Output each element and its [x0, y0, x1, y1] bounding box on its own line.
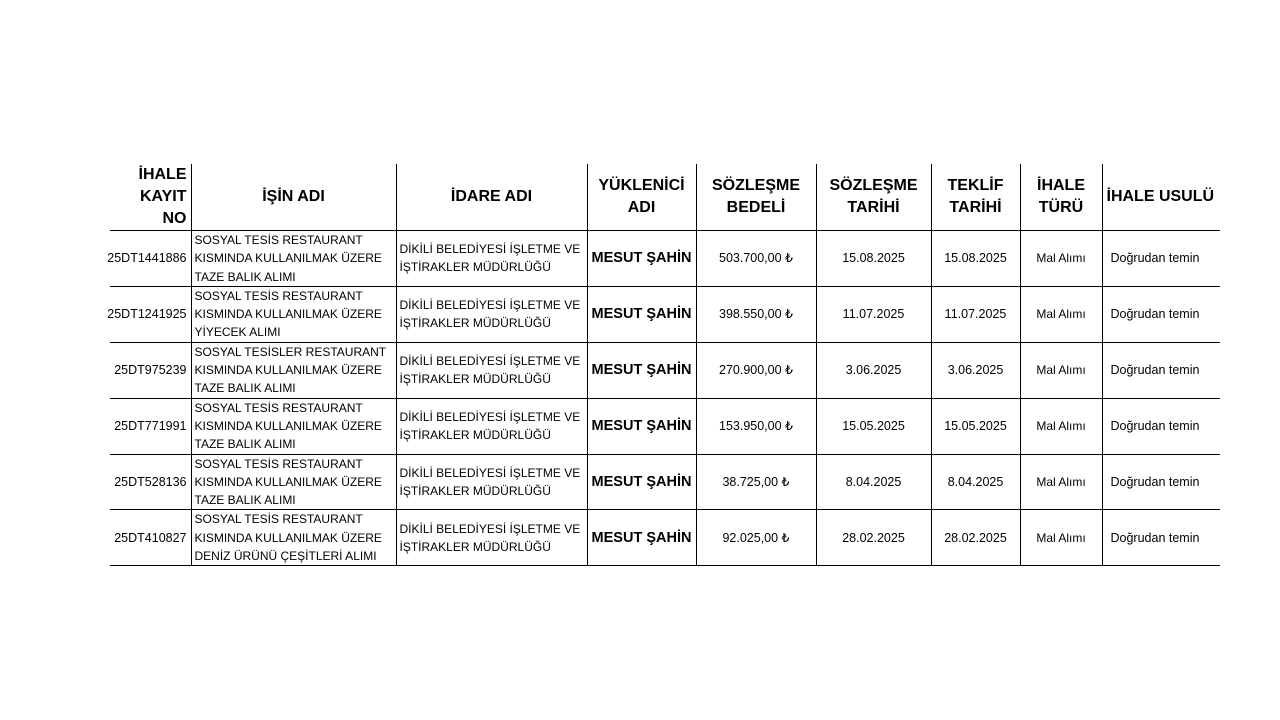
cell-ihale-usulu	[1102, 510, 1220, 566]
isin-adi-line: KISMINDA KULLANILMAK ÜZERE	[194, 474, 382, 489]
cell-sozlesme-tarihi	[816, 510, 931, 566]
ihale-kayit-no: 25DT528136	[114, 475, 187, 489]
yuklenici-adi: MESUT ŞAHİN	[591, 529, 692, 546]
idare-adi-line: DİKİLİ BELEDİYESİ İŞLETME VE	[399, 298, 581, 313]
cell-sozlesme-bedeli	[696, 342, 816, 398]
header-teklif-line2: TARİHİ	[949, 199, 1002, 216]
idare-adi-line: DİKİLİ BELEDİYESİ İŞLETME VE	[399, 410, 581, 425]
sozlesme-bedeli: 398.550,00 ₺	[719, 307, 793, 322]
ihale-usulu: Doğrudan temin	[1110, 307, 1200, 322]
ihale-turu: Mal Alımı	[1036, 419, 1086, 434]
isin-adi-line: SOSYAL TESİS RESTAURANT	[194, 400, 363, 415]
ihale-turu: Mal Alımı	[1036, 363, 1086, 378]
ihale-turu: Mal Alımı	[1036, 530, 1086, 545]
cell-ihale-kayit-no	[107, 231, 191, 287]
header-sozlesme-tarihi	[816, 164, 931, 231]
tender-table	[107, 164, 1220, 566]
cell-ihale-turu	[1020, 286, 1102, 342]
ihale-usulu: Doğrudan temin	[1110, 475, 1200, 489]
cell-ihale-kayit-no	[110, 342, 191, 398]
sozlesme-tarihi: 28.02.2025	[842, 530, 905, 545]
cell-isin-adi	[191, 398, 396, 454]
header-yuklenici-line1: YÜKLENİCİ	[598, 177, 685, 194]
teklif-tarihi: 11.07.2025	[944, 307, 1007, 322]
cell-sozlesme-bedeli	[696, 398, 816, 454]
sozlesme-tarihi: 8.04.2025	[845, 475, 902, 489]
header-teklif-tarihi	[931, 164, 1020, 231]
isin-adi-line: TAZE BALIK ALIMI	[194, 493, 296, 508]
isin-adi-line: YİYECEK ALIMI	[194, 325, 281, 340]
ihale-usulu: Doğrudan temin	[1110, 363, 1200, 378]
cell-sozlesme-bedeli	[696, 454, 816, 510]
ihale-turu: Mal Alımı	[1036, 475, 1086, 489]
ihale-kayit-no: 25DT1241925	[107, 307, 187, 322]
cell-ihale-kayit-no	[110, 398, 191, 454]
header-bedel-line1: SÖZLEŞME	[711, 177, 800, 194]
cell-isin-adi	[191, 510, 396, 566]
header-soz-tarih-line2: TARİHİ	[847, 199, 900, 216]
header-bedel-line2: BEDELİ	[726, 199, 786, 216]
isin-adi-line: TAZE BALIK ALIMI	[194, 269, 296, 284]
ihale-usulu: Doğrudan temin	[1110, 419, 1200, 434]
sozlesme-tarihi: 15.05.2025	[842, 419, 905, 434]
sozlesme-bedeli: 38.725,00 ₺	[722, 475, 790, 489]
header-teklif-line1: TEKLİF	[947, 177, 1004, 194]
header-kayit-line1: İHALE	[138, 166, 187, 183]
yuklenici-adi: MESUT ŞAHİN	[591, 474, 692, 490]
cell-yuklenici-adi	[587, 286, 696, 342]
isin-adi-line: TAZE BALIK ALIMI	[194, 437, 296, 452]
sozlesme-bedeli: 153.950,00 ₺	[719, 419, 793, 434]
cell-ihale-usulu	[1102, 342, 1220, 398]
cell-sozlesme-tarihi	[816, 231, 931, 287]
cell-ihale-usulu	[1102, 231, 1220, 287]
table-row	[110, 510, 1220, 566]
cell-yuklenici-adi	[587, 510, 696, 566]
header-yuklenici-line2: ADI	[627, 199, 656, 216]
cell-isin-adi	[191, 454, 396, 510]
idare-adi-line: İŞTİRAKLER MÜDÜRLÜĞÜ	[399, 539, 551, 554]
cell-sozlesme-bedeli	[696, 286, 816, 342]
teklif-tarihi: 8.04.2025	[947, 475, 1004, 489]
cell-idare-adi	[396, 342, 587, 398]
cell-idare-adi	[396, 454, 587, 510]
cell-ihale-kayit-no	[107, 286, 191, 342]
header-isin-adi: İŞİN ADI	[191, 164, 396, 231]
header-ihale-usulu: İHALE USULÜ	[1102, 164, 1220, 231]
sozlesme-bedeli: 92.025,00 ₺	[722, 530, 790, 545]
cell-teklif-tarihi	[931, 510, 1020, 566]
cell-ihale-turu	[1020, 398, 1102, 454]
cell-sozlesme-bedeli	[696, 510, 816, 566]
header-yuklenici-adi	[587, 164, 696, 231]
cell-idare-adi	[396, 231, 587, 287]
sozlesme-tarihi: 15.08.2025	[842, 251, 905, 266]
ihale-kayit-no: 25DT1441886	[107, 251, 187, 266]
isin-adi-line: KISMINDA KULLANILMAK ÜZERE	[194, 307, 382, 322]
header-row	[110, 164, 1220, 231]
cell-isin-adi	[191, 342, 396, 398]
isin-adi-line: KISMINDA KULLANILMAK ÜZERE	[194, 251, 382, 266]
idare-adi-line: DİKİLİ BELEDİYESİ İŞLETME VE	[399, 242, 581, 257]
cell-ihale-turu	[1020, 231, 1102, 287]
isin-adi-line: SOSYAL TESİS RESTAURANT	[194, 233, 363, 247]
cell-isin-adi	[191, 286, 396, 342]
cell-ihale-usulu	[1102, 286, 1220, 342]
cell-sozlesme-tarihi	[816, 342, 931, 398]
isin-adi-line: TAZE BALIK ALIMI	[194, 381, 296, 396]
table-row	[110, 231, 1220, 287]
ihale-turu: Mal Alımı	[1036, 307, 1086, 322]
idare-adi-line: DİKİLİ BELEDİYESİ İŞLETME VE	[399, 466, 581, 480]
idare-adi-line: İŞTİRAKLER MÜDÜRLÜĞÜ	[399, 260, 551, 275]
isin-adi-line: SOSYAL TESİS RESTAURANT	[194, 512, 363, 527]
teklif-tarihi: 28.02.2025	[944, 530, 1007, 545]
idare-adi-line: İŞTİRAKLER MÜDÜRLÜĞÜ	[399, 484, 551, 498]
cell-teklif-tarihi	[931, 231, 1020, 287]
header-ihale-turu	[1020, 164, 1102, 231]
teklif-tarihi: 3.06.2025	[947, 363, 1004, 378]
header-tur-line2: TÜRÜ	[1038, 199, 1084, 216]
cell-ihale-usulu	[1102, 398, 1220, 454]
idare-adi-line: İŞTİRAKLER MÜDÜRLÜĞÜ	[399, 316, 551, 331]
cell-yuklenici-adi	[587, 342, 696, 398]
isin-adi-line: KISMINDA KULLANILMAK ÜZERE	[194, 363, 382, 378]
cell-teklif-tarihi	[931, 454, 1020, 510]
cell-yuklenici-adi	[587, 231, 696, 287]
sozlesme-tarihi: 11.07.2025	[842, 307, 905, 322]
cell-sozlesme-bedeli	[696, 231, 816, 287]
sozlesme-tarihi: 3.06.2025	[845, 363, 902, 378]
tender-table-viewport	[107, 164, 1215, 564]
table-row	[110, 342, 1220, 398]
yuklenici-adi: MESUT ŞAHİN	[591, 250, 692, 267]
idare-adi-line: DİKİLİ BELEDİYESİ İŞLETME VE	[399, 521, 581, 536]
cell-teklif-tarihi	[931, 286, 1020, 342]
sozlesme-bedeli: 270.900,00 ₺	[719, 363, 793, 378]
ihale-kayit-no: 25DT975239	[114, 363, 187, 378]
cell-ihale-kayit-no	[110, 454, 191, 510]
cell-idare-adi	[396, 286, 587, 342]
cell-yuklenici-adi	[587, 454, 696, 510]
table-row	[110, 454, 1220, 510]
cell-ihale-usulu	[1102, 454, 1220, 510]
cell-ihale-turu	[1020, 454, 1102, 510]
table-row	[110, 286, 1220, 342]
cell-ihale-kayit-no	[110, 510, 191, 566]
ihale-usulu: Doğrudan temin	[1110, 530, 1200, 545]
table-row	[110, 398, 1220, 454]
cell-teklif-tarihi	[931, 342, 1020, 398]
idare-adi-line: İŞTİRAKLER MÜDÜRLÜĞÜ	[399, 372, 551, 387]
idare-adi-line: İŞTİRAKLER MÜDÜRLÜĞÜ	[399, 428, 551, 443]
teklif-tarihi: 15.05.2025	[944, 419, 1007, 434]
isin-adi-line: DENİZ ÜRÜNÜ ÇEŞİTLERİ ALIMI	[194, 549, 377, 564]
header-kayit-no	[110, 164, 191, 231]
yuklenici-adi: MESUT ŞAHİN	[591, 362, 692, 379]
cell-isin-adi	[191, 231, 396, 287]
ihale-kayit-no: 25DT410827	[114, 530, 187, 545]
isin-adi-line: SOSYAL TESİS RESTAURANT	[194, 288, 363, 303]
ihale-kayit-no: 25DT771991	[114, 419, 187, 434]
isin-adi-line: KISMINDA KULLANILMAK ÜZERE	[194, 418, 382, 433]
sozlesme-bedeli: 503.700,00 ₺	[719, 251, 793, 266]
header-tur-line1: İHALE	[1037, 177, 1085, 194]
cell-idare-adi	[396, 398, 587, 454]
isin-adi-line: SOSYAL TESİS RESTAURANT	[194, 456, 363, 471]
isin-adi-line: KISMINDA KULLANILMAK ÜZERE	[194, 530, 382, 545]
idare-adi-line: DİKİLİ BELEDİYESİ İŞLETME VE	[399, 354, 581, 369]
cell-yuklenici-adi	[587, 398, 696, 454]
cell-ihale-turu	[1020, 342, 1102, 398]
header-kayit-line2: KAYIT NO	[139, 188, 187, 227]
ihale-usulu: Doğrudan temin	[1110, 251, 1200, 266]
cell-sozlesme-tarihi	[816, 398, 931, 454]
header-sozlesme-bedeli	[696, 164, 816, 231]
isin-adi-line: SOSYAL TESİSLER RESTAURANT	[194, 344, 387, 359]
teklif-tarihi: 15.08.2025	[944, 251, 1007, 266]
cell-sozlesme-tarihi	[816, 286, 931, 342]
header-soz-tarih-line1: SÖZLEŞME	[829, 177, 918, 194]
cell-ihale-turu	[1020, 510, 1102, 566]
yuklenici-adi: MESUT ŞAHİN	[591, 306, 692, 323]
ihale-turu: Mal Alımı	[1036, 251, 1086, 266]
cell-idare-adi	[396, 510, 587, 566]
yuklenici-adi: MESUT ŞAHİN	[591, 418, 692, 435]
cell-teklif-tarihi	[931, 398, 1020, 454]
cell-sozlesme-tarihi	[816, 454, 931, 510]
header-idare-adi: İDARE ADI	[396, 164, 587, 231]
